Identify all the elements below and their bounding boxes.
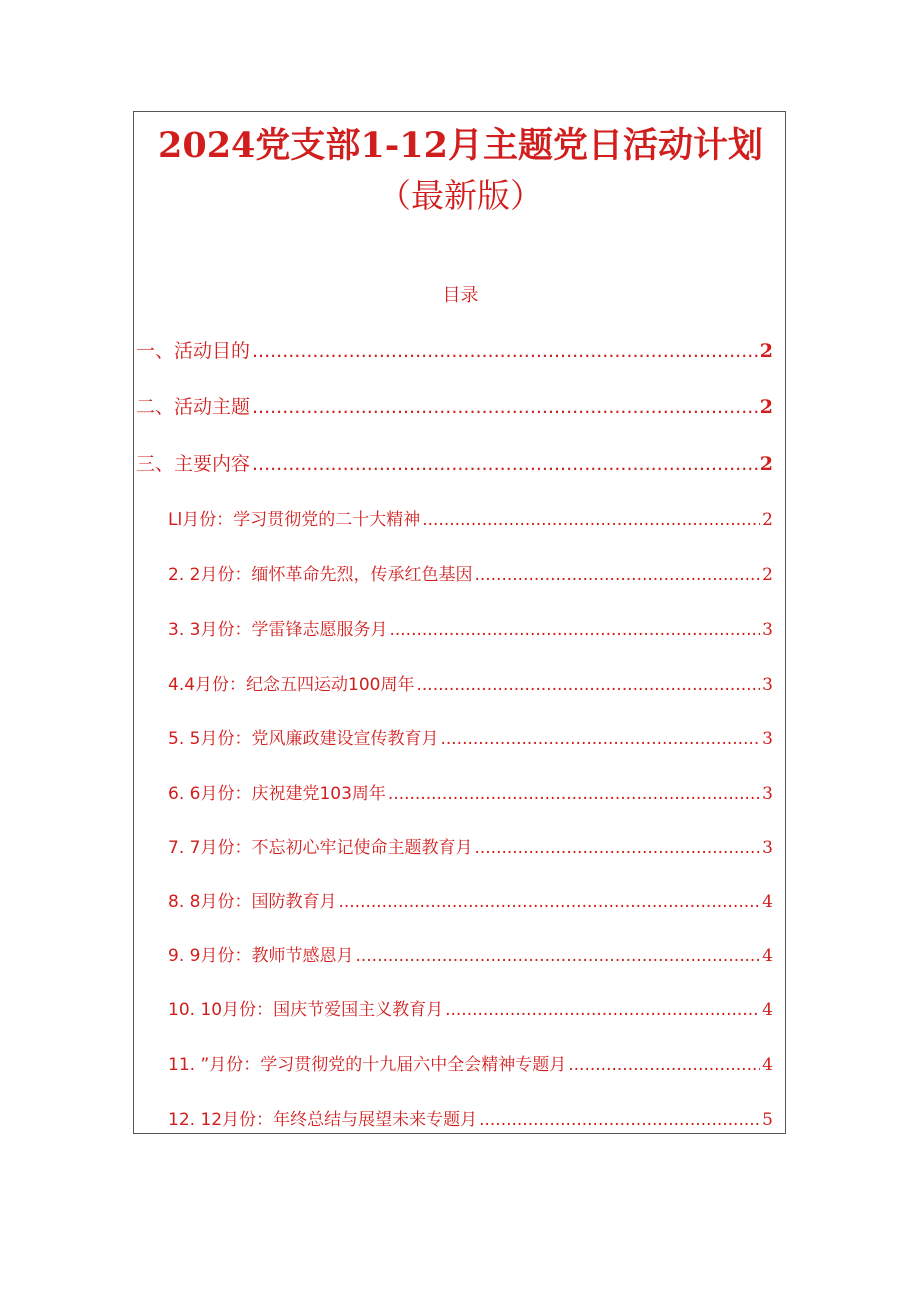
toc-leader-dots — [568, 1053, 760, 1077]
toc-leader-dots — [474, 836, 760, 860]
toc-entry-label: 12. 12月份：年终总结与展望未来专题月 — [168, 1110, 478, 1130]
toc-entry-label: 3. 3月份：学雷锋志愿服务月 — [168, 620, 388, 640]
toc-entry-label: 4.4月份：纪念五四运动100周年 — [168, 675, 415, 695]
toc-entry-label: 二、活动主题 — [136, 396, 251, 418]
toc-entry-page: 4 — [762, 892, 773, 912]
toc-entry-label: 6. 6月份：庆祝建党103周年 — [168, 784, 386, 804]
toc-entry-label: 5. 5月份：党风廉政建设宣传教育月 — [168, 729, 439, 749]
toc-entry-page: 3 — [762, 784, 773, 804]
toc-entry-page: 4 — [762, 1055, 773, 1075]
toc-entry-page: 3 — [762, 675, 773, 695]
toc-entry-label: 2. 2月份：缅怀革命先烈，传承红色基因 — [168, 565, 473, 585]
toc-entry-label: 9. 9月份：教师节感恩月 — [168, 946, 354, 966]
toc-entry-month-7[interactable] — [168, 836, 773, 860]
toc-entry-month-11[interactable] — [168, 1053, 773, 1077]
toc-leader-dots — [389, 618, 760, 642]
toc-entry-month-3[interactable] — [168, 618, 773, 642]
toc-entry-page: 3 — [762, 838, 773, 858]
document-page — [133, 111, 786, 1134]
toc-entry-page: 3 — [762, 729, 773, 749]
toc-leader-dots — [440, 727, 760, 751]
toc-leader-dots — [479, 1108, 760, 1132]
toc-leader-dots — [355, 944, 760, 968]
toc-entry-label: Ll月份：学习贯彻党的二十大精神 — [168, 510, 421, 530]
toc-entry-page: 2 — [759, 340, 773, 362]
document-title: 2024党支部1-12月主题党日活动计划 — [158, 125, 763, 166]
toc-leader-dots — [338, 890, 760, 914]
toc-entry-month-4[interactable] — [168, 673, 773, 697]
toc-entry-page: 2 — [759, 453, 773, 475]
toc-leader-dots — [445, 998, 760, 1022]
toc-leader-dots — [416, 673, 760, 697]
toc-entry-month-8[interactable] — [168, 890, 773, 914]
document-subtitle: （最新版） — [378, 176, 543, 215]
toc-leader-dots — [422, 508, 760, 532]
toc-entry-month-1[interactable] — [168, 508, 773, 532]
toc-entry-label: 10. 10月份：国庆节爱国主义教育月 — [168, 1000, 444, 1020]
toc-entry-month-9[interactable] — [168, 944, 773, 968]
toc-leader-dots — [388, 782, 760, 806]
toc-entry-month-5[interactable] — [168, 727, 773, 751]
toc-entry-label: 7. 7月份：不忘初心牢记使命主题教育月 — [168, 838, 473, 858]
toc-entry-page: 4 — [762, 1000, 773, 1020]
toc-leader-dots — [474, 563, 760, 587]
toc-entry-page: 4 — [762, 946, 773, 966]
toc-leader-dots — [252, 451, 758, 477]
toc-entry-page: 3 — [762, 620, 773, 640]
toc-entry-month-12[interactable] — [168, 1108, 773, 1132]
toc-entry-page: 2 — [759, 396, 773, 418]
toc-entry-label: 11. ”月份：学习贯彻党的十九届六中全会精神专题月 — [168, 1055, 567, 1075]
toc-entry-month-2[interactable] — [168, 563, 773, 587]
toc-entry-label: 三、主要内容 — [136, 453, 251, 475]
toc-entry-section-3[interactable] — [136, 451, 773, 477]
toc-entry-month-6[interactable] — [168, 782, 773, 806]
toc-entry-page: 2 — [762, 510, 773, 530]
toc-entry-label: 8. 8月份：国防教育月 — [168, 892, 337, 912]
toc-entry-page: 5 — [762, 1110, 773, 1130]
toc-entry-label: 一、活动目的 — [136, 340, 251, 362]
toc-heading: 目录 — [442, 285, 479, 306]
toc-entry-section-1[interactable] — [136, 338, 773, 364]
toc-leader-dots — [252, 338, 758, 364]
toc-leader-dots — [252, 394, 758, 420]
toc-entry-section-2[interactable] — [136, 394, 773, 420]
toc-entry-page: 2 — [762, 565, 773, 585]
toc-entry-month-10[interactable] — [168, 998, 773, 1022]
